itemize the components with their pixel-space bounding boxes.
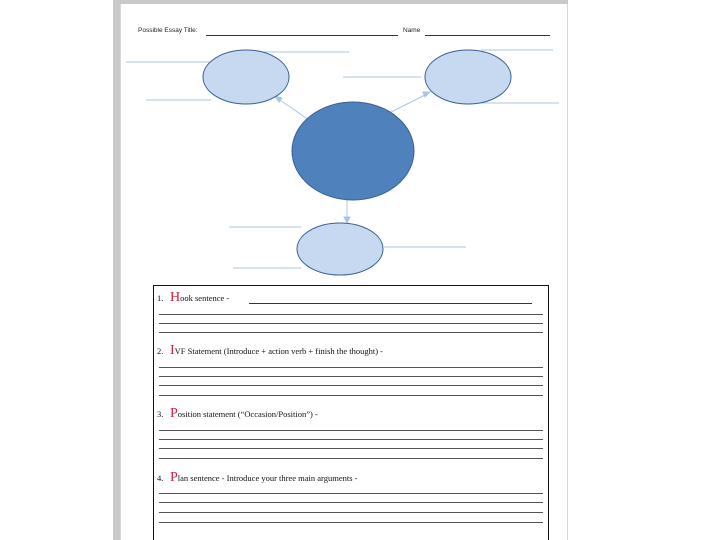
answer-line[interactable]: [159, 323, 543, 324]
prompt-initial-letter: P: [170, 470, 178, 485]
prompt-initial-letter: I: [170, 343, 175, 358]
hook-answer-line[interactable]: [249, 303, 532, 304]
center-bubble: [292, 102, 414, 200]
answer-line[interactable]: [159, 314, 543, 315]
bubble-map-diagram: [121, 4, 567, 284]
prompt-text: osition statement (“Occasion/Position”) -: [177, 409, 318, 419]
answer-line[interactable]: [159, 512, 543, 513]
essay-title-label: Possible Essay Title:: [138, 27, 198, 34]
connector-line: [277, 98, 309, 120]
intro-outline-box: [153, 285, 549, 540]
answer-line[interactable]: [159, 332, 543, 333]
prompt-hook: [157, 290, 229, 306]
top-left-bubble: [203, 50, 289, 104]
answer-line[interactable]: [159, 448, 543, 449]
answer-line[interactable]: [159, 439, 543, 440]
answer-line[interactable]: [159, 367, 543, 368]
prompt-number: 3.: [157, 409, 164, 419]
answer-line[interactable]: [159, 395, 543, 396]
bottom-bubble: [297, 223, 383, 275]
arrowhead: [423, 92, 430, 97]
connector-line: [391, 94, 427, 112]
prompt-ivf: [157, 343, 383, 359]
top-right-bubble: [425, 50, 511, 104]
prompt-number: 1.: [157, 293, 164, 303]
answer-line[interactable]: [159, 376, 543, 377]
answer-line[interactable]: [159, 385, 543, 386]
prompt-text: VF Statement (Introduce + action verb + finish the thought) -: [174, 346, 384, 356]
prompt-initial-letter: H: [170, 290, 181, 305]
answer-line[interactable]: [159, 493, 543, 494]
worksheet-page: [120, 4, 568, 540]
prompt-number: 2.: [157, 346, 164, 356]
prompt-plan: [157, 470, 358, 486]
prompt-text: lan sentence - Introduce your three main arguments -: [177, 473, 358, 483]
prompt-initial-letter: P: [170, 406, 178, 421]
answer-line[interactable]: [159, 430, 543, 431]
prompt-position: [157, 406, 318, 422]
arrowhead: [344, 217, 350, 223]
answer-line[interactable]: [159, 502, 543, 503]
prompt-text: ook sentence -: [180, 293, 230, 303]
name-label: Name: [403, 27, 421, 34]
prompt-number: 4.: [157, 473, 164, 483]
answer-line[interactable]: [159, 458, 543, 459]
answer-line[interactable]: [159, 522, 543, 523]
